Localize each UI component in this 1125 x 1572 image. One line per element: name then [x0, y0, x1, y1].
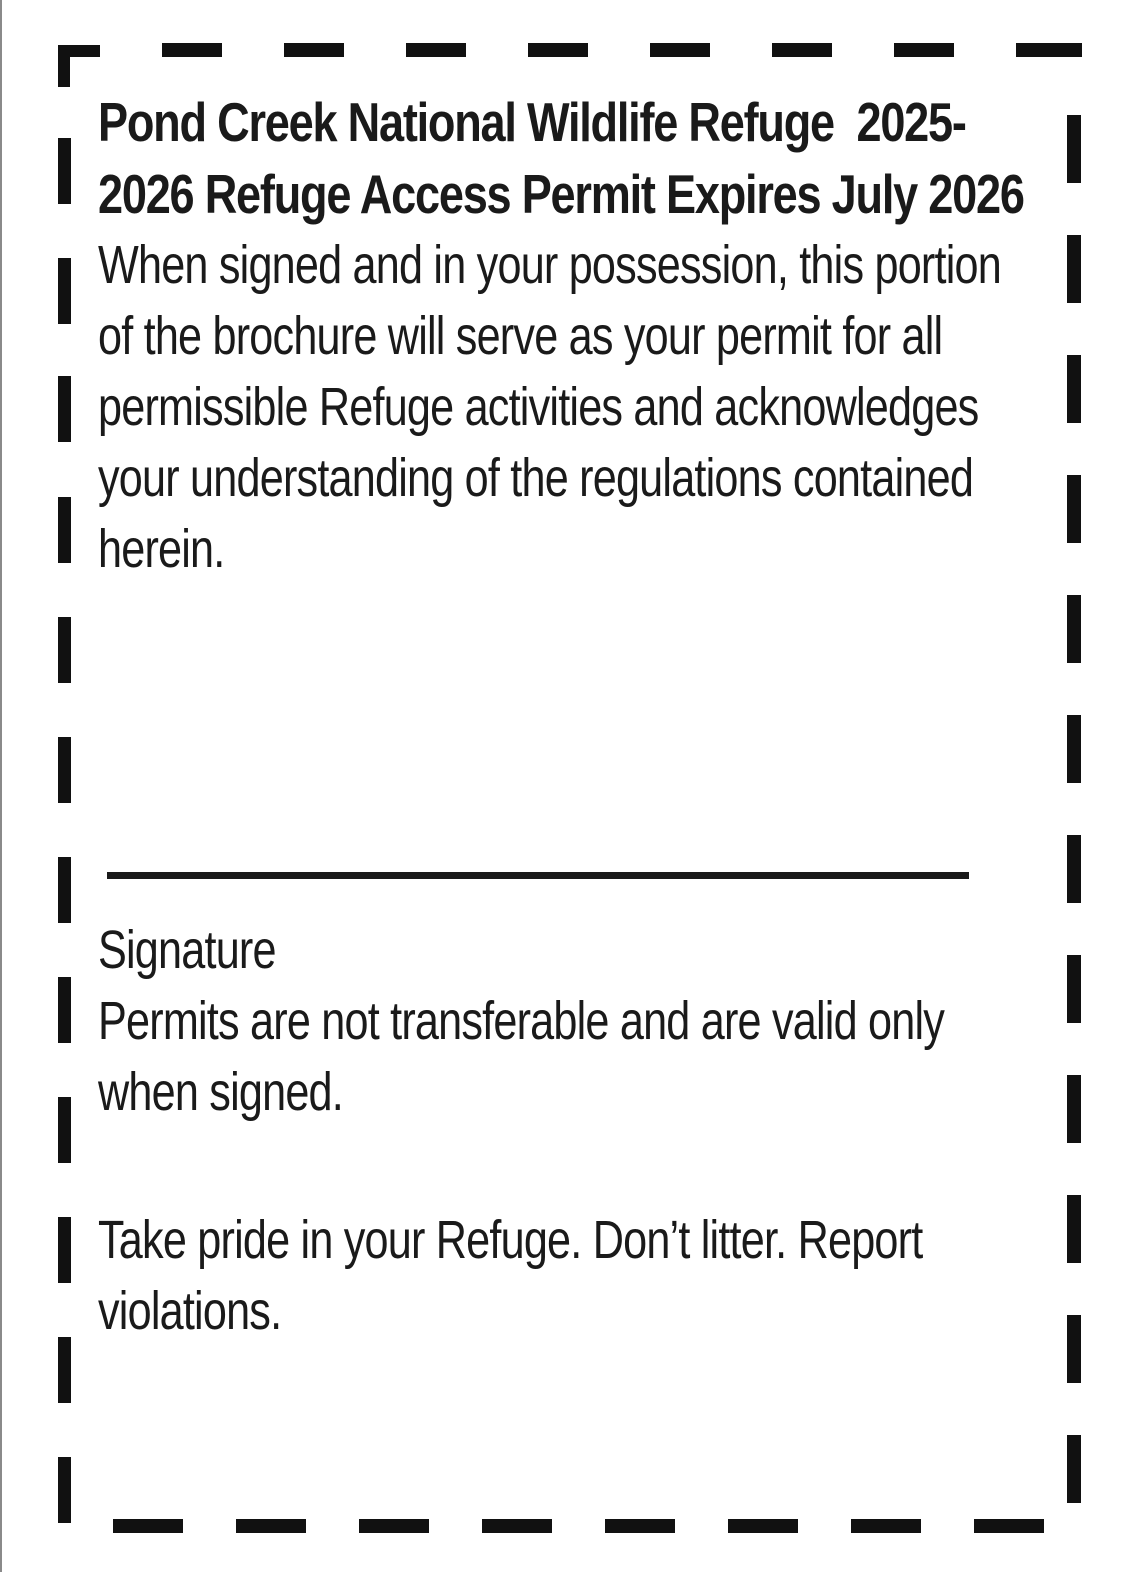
transfer-notice: Permits are not transferable and are valid only when signed. — [98, 991, 945, 1122]
signature-label: Signature — [98, 920, 276, 980]
closing-block — [98, 1205, 1125, 1347]
permit-content — [98, 86, 1028, 585]
top-dashes — [58, 43, 1082, 87]
closing-message: Take pride in your Refuge. Don’t litter. Report violations. — [98, 1210, 923, 1341]
transfer-notice-block — [98, 986, 1125, 1128]
signature-line[interactable] — [107, 872, 969, 879]
bottom-dashes — [113, 1519, 1044, 1533]
permit-title: Pond Creek National Wildlife Refuge 2025-2026 Refuge Access Permit Expires July 2026 — [98, 91, 1024, 225]
permit-intro-text: When signed and in your possession, this portion of the brochure will serve as your permit for all permissible Refuge activities and acknowledges your understanding of the regulations contained herein. — [98, 235, 1001, 579]
signature-label-block — [98, 915, 1125, 986]
left-dashes — [58, 138, 71, 1523]
